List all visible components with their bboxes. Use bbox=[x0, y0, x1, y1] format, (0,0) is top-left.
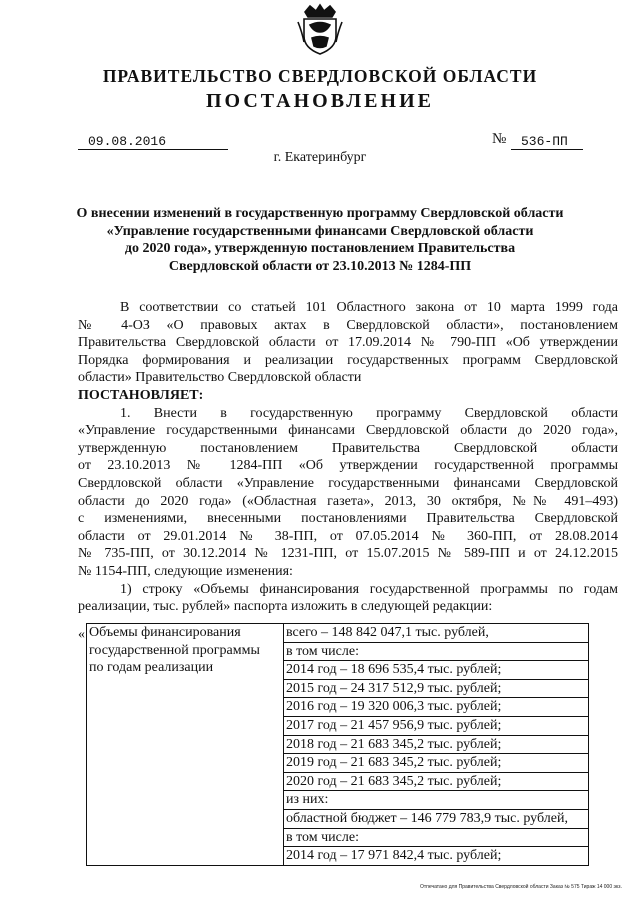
table-cell-value: в том числе: bbox=[284, 828, 589, 847]
title-line: О внесении изменений в государственную программу Свердловской области bbox=[76, 206, 564, 221]
print-footer: Отпечатано для Правительства Свердловской области Заказ № 575 Тираж 14 000 экз. bbox=[420, 884, 622, 890]
quote-mark: « bbox=[78, 627, 85, 642]
body-line: 1) строку «Объемы финансирования государственной программы по годам bbox=[120, 581, 618, 597]
table-cell-value: 2016 год – 19 320 006,3 тыс. рублей; bbox=[284, 698, 589, 717]
body-line: реализации, тыс. рублей» паспорта изложить в следующей редакции: bbox=[78, 599, 493, 615]
document-date: 09.08.2016 bbox=[78, 134, 228, 150]
body-line: № 735-ПП, от 30.12.2014 № 1231-ПП, от 15.07.2015 № 589-ПП и от 24.12.2015 bbox=[78, 546, 618, 562]
table-cell-value: всего – 148 842 047,1 тыс. рублей, bbox=[284, 624, 589, 643]
table-cell-value: в том числе: bbox=[284, 642, 589, 661]
coat-of-arms-icon bbox=[296, 2, 344, 56]
table-cell-value: 2017 год – 21 457 956,9 тыс. рублей; bbox=[284, 716, 589, 735]
body-line: области до 2020 года» («Областная газета», 2013, 30 октября, №№ 491–493) bbox=[78, 493, 618, 509]
document-type: ПОСТАНОВЛЕНИЕ bbox=[206, 90, 434, 112]
body-line: В соответствии со статьей 101 Областного закона от 10 марта 1999 года bbox=[120, 300, 618, 315]
body-line: с изменениями, внесенными постановлениями Правительства Свердловской bbox=[78, 511, 618, 527]
document-title bbox=[60, 205, 580, 275]
label-line: по годам реализации bbox=[89, 660, 214, 676]
title-line: Свердловской области от 23.10.2013 № 1284-ПП bbox=[168, 258, 472, 274]
body-line: области» Правительство Свердловской области bbox=[78, 370, 362, 386]
body-line: № 4-ОЗ «О правовых актах в Свердловской области», постановлением bbox=[78, 317, 618, 333]
title-line: «Управление государственными финансами Свердловской области bbox=[106, 223, 534, 239]
table-cell-value: 2018 год – 21 683 345,2 тыс. рублей; bbox=[284, 735, 589, 754]
table-cell-value: 2020 год – 21 683 345,2 тыс. рублей; bbox=[284, 772, 589, 791]
table-cell-label bbox=[87, 624, 284, 866]
body-line: утвержденную постановлением Правительства Свердловской области bbox=[78, 440, 618, 456]
body-line: Правительства Свердловской области от 17.09.2014 № 790-ПП «Об утверждении bbox=[78, 335, 618, 351]
body-line: Свердловской области «Управление государственными финансами Свердловской bbox=[78, 475, 618, 491]
body-line: «Управление государственными финансами Свердловской области до 2020 года», bbox=[78, 423, 618, 439]
body-line: 1. Внести в государственную программу Свердловской области bbox=[120, 405, 618, 421]
city: г. Екатеринбург bbox=[273, 150, 367, 165]
title-line: до 2020 года», утвержденную постановлением Правительства bbox=[124, 241, 516, 256]
financing-table bbox=[86, 623, 589, 866]
label-line: государственной программы bbox=[89, 642, 260, 658]
body-line: от 23.10.2013 № 1284-ПП «Об утверждении государственной программы bbox=[78, 458, 618, 474]
body-line: области от 29.01.2014 № 38-ПП, от 07.05.2014 № 360-ПП, от 28.08.2014 bbox=[78, 528, 618, 544]
document-body bbox=[78, 299, 618, 616]
table-cell-value: 2014 год – 17 971 842,4 тыс. рублей; bbox=[284, 847, 589, 866]
table-cell-value: 2015 год – 24 317 512,9 тыс. рублей; bbox=[284, 679, 589, 698]
label-line: Объемы финансирования bbox=[89, 625, 241, 640]
table-cell-value: 2014 год – 18 696 535,4 тыс. рублей; bbox=[284, 661, 589, 680]
table-row bbox=[87, 624, 589, 643]
government-name: ПРАВИТЕЛЬСТВО СВЕРДЛОВСКОЙ ОБЛАСТИ bbox=[102, 66, 538, 86]
table-cell-value: 2019 год – 21 683 345,2 тыс. рублей; bbox=[284, 754, 589, 773]
document-number: 536-ПП bbox=[511, 134, 583, 150]
table-cell-value: из них: bbox=[284, 791, 589, 810]
body-line: № 1154-ПП, следующие изменения: bbox=[78, 563, 293, 579]
body-line: Порядка формирования и реализации государственных программ Свердловской bbox=[78, 352, 618, 368]
number-label: № bbox=[492, 131, 507, 147]
resolves-heading: ПОСТАНОВЛЯЕТ: bbox=[78, 387, 204, 403]
table-cell-value: областной бюджет – 146 779 783,9 тыс. рублей, bbox=[284, 809, 589, 828]
